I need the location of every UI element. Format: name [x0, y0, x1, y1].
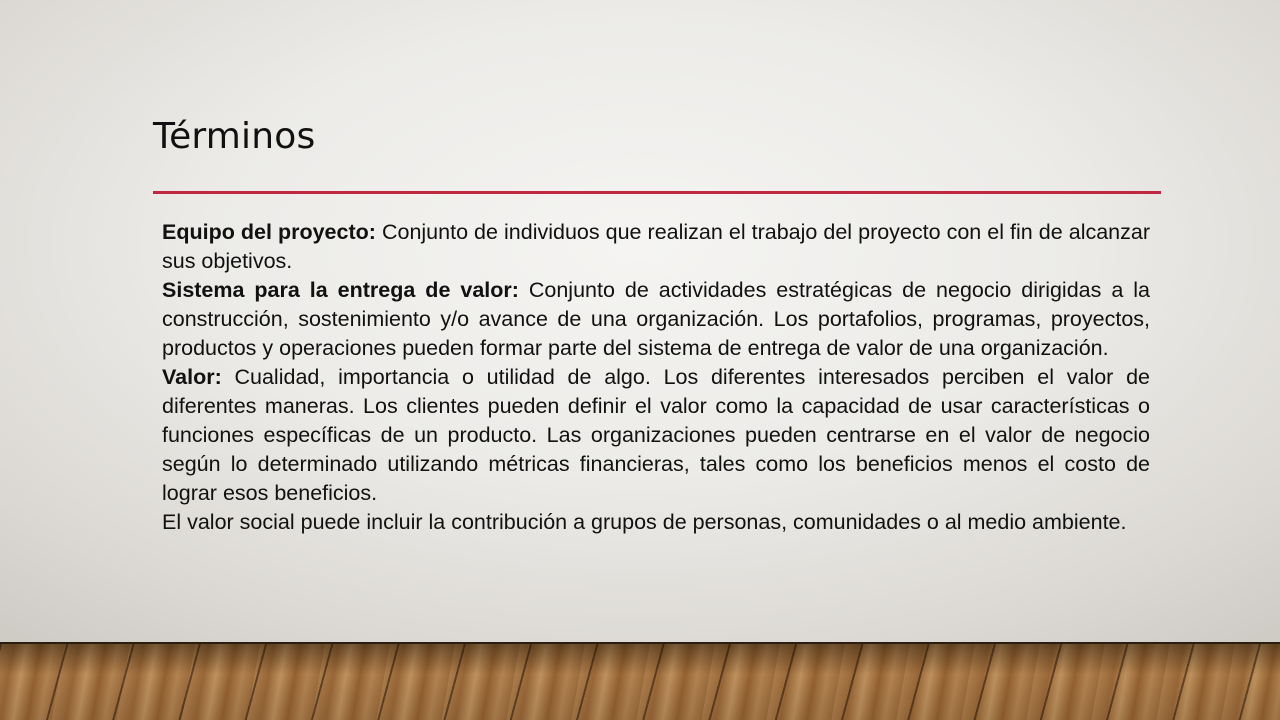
slide-title: Términos: [153, 116, 316, 157]
paragraph-valor: [162, 363, 1150, 508]
term-label: Equipo del proyecto:: [162, 220, 376, 244]
term-label: Valor:: [162, 365, 222, 389]
title-divider: [153, 191, 1161, 194]
paragraph-text: El valor social puede incluir la contribución a grupos de personas, comunidades o al medio ambiente.: [162, 510, 1127, 534]
term-definition: Conjunto de actividades estratégicas de negocio dirigidas a la construcción, sostenimiento y/o avance de una organización. Los portafolios, programas, proyectos, productos y operaciones pueden formar parte del sistema de entrega de valor de una organización.: [162, 278, 1150, 360]
slide-body: [162, 218, 1150, 537]
term-label: Sistema para la entrega de valor:: [162, 278, 519, 302]
paragraph-equipo-del-proyecto: [162, 218, 1150, 276]
term-definition: Conjunto de individuos que realizan el trabajo del proyecto con el fin de alcanzar sus objetivos.: [162, 220, 1150, 273]
term-definition: Cualidad, importancia o utilidad de algo. Los diferentes interesados perciben el valor de diferentes maneras. Los clientes pueden definir el valor como la capacidad de usar características o funciones específicas de un producto. Las organizaciones pueden centrarse en el valor de negocio según lo determinado utilizando métricas financieras, tales como los beneficios menos el costo de lograr esos beneficios.: [162, 365, 1150, 505]
wooden-floor-decoration: [0, 642, 1280, 720]
paragraph-sistema-entrega-valor: [162, 276, 1150, 363]
paragraph-valor-social: [162, 508, 1150, 537]
